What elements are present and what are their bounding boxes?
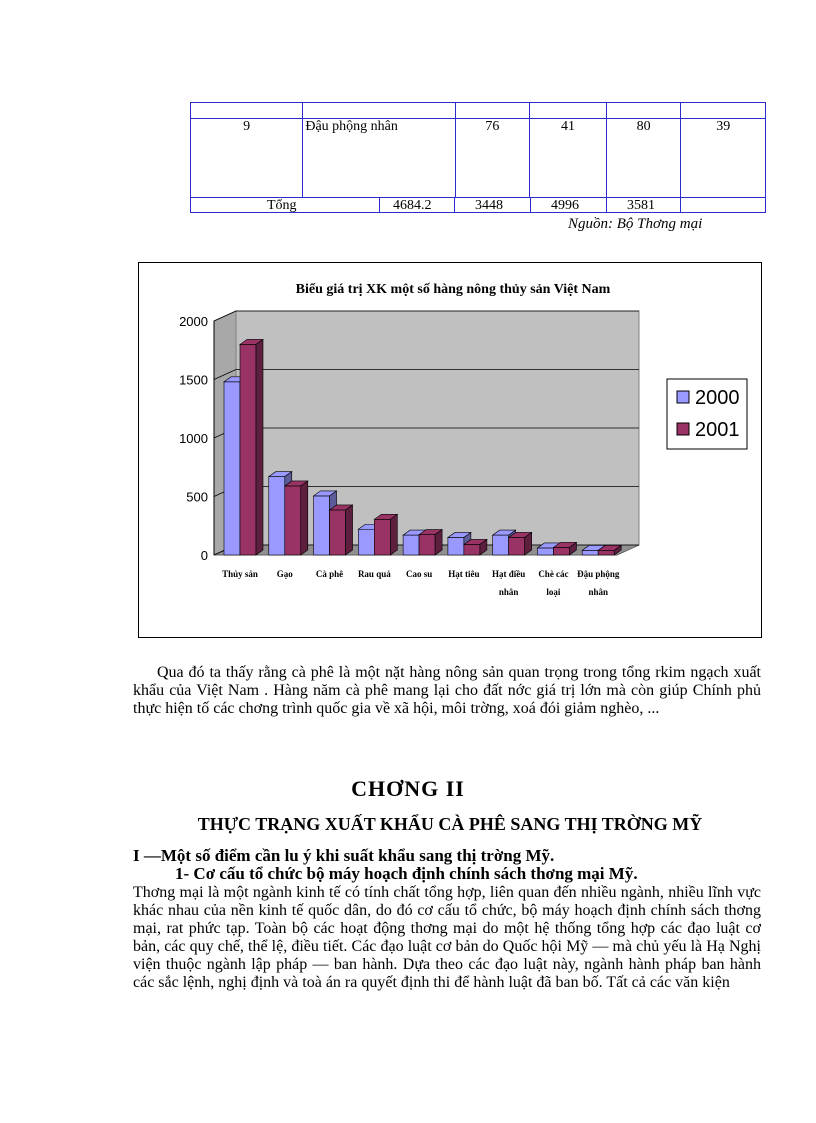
total-value: 4996 bbox=[551, 198, 579, 213]
total-value: 3448 bbox=[475, 198, 503, 213]
subsection-heading: 1- Cơ cấu tổ chức bộ máy hoạch định chính sách thơng mại Mỹ. bbox=[175, 864, 638, 883]
cell-product: Đậu phộng nhân bbox=[303, 119, 455, 198]
y-tick-label: 2000 bbox=[179, 314, 208, 329]
chart-frame bbox=[138, 262, 762, 638]
section-heading: I —Một số điểm cần lu ý khi suất khẩu sang thị trờng Mỹ. bbox=[133, 846, 555, 865]
cell-value: 39 bbox=[681, 119, 766, 198]
chapter-title: THỰC TRẠNG XUẤT KHẨU CÀ PHÊ SANG THỊ TRỜNG MỸ bbox=[197, 814, 703, 834]
legend-swatch bbox=[677, 391, 689, 403]
bar-2001 bbox=[240, 339, 263, 555]
x-tick-label: Rau quả bbox=[357, 569, 391, 579]
cell-value: 76 bbox=[455, 119, 530, 198]
chart-title: Biểu giá trị XK một số hàng nông thủy sản Việt Nam bbox=[295, 282, 611, 297]
chapter-heading: CHƠNG II bbox=[351, 776, 465, 801]
total-row bbox=[190, 197, 766, 213]
legend-label: 2000 bbox=[695, 387, 740, 409]
paragraph-2: Thơng mại là một ngành kinh tế có tính chất tổng hợp, liên quan đến nhiều ngành, nhiều lĩnh vực khác nhau của nền kinh tế quốc dân, do đó cơ cấu tổ chức, bộ máy hoạch định chính sách thơng mại, rat phức tạp. Toàn bộ các hoạt động thơng mại do một hệ thống tổng hợp các đạo luật cơ bản, các quy chế, thể lệ, điều tiết. Các đạo luật cơ bản do Quốc hội Mỹ — mà chủ yếu là Hạ Nghị viện thuộc ngành lập pháp — ban hành. Dựa theo các đạo luật này, ngành hành pháp ban hành các sắc lệnh, nghị định và toà án ra quyết định thi để hành luật đã ban bố. Tất cả các văn kiện bbox=[133, 884, 761, 991]
x-tick-label: Đậu phộng nhân bbox=[577, 569, 620, 597]
bar-2001 bbox=[374, 514, 397, 555]
x-tick-label: Hạt tiêu bbox=[448, 569, 480, 579]
y-tick-label: 1000 bbox=[179, 431, 208, 446]
bar-chart bbox=[139, 263, 761, 637]
y-tick-label: 500 bbox=[186, 489, 208, 505]
total-label: Tổng bbox=[267, 198, 297, 213]
x-tick-label: Chè các loại bbox=[538, 569, 569, 597]
total-value: 4684.2 bbox=[393, 198, 432, 213]
bar-2001 bbox=[464, 539, 487, 555]
x-tick-label: Hạt điều nhân bbox=[492, 569, 526, 597]
x-tick-label: Gạo bbox=[276, 569, 293, 579]
y-tick-label: 1500 bbox=[179, 372, 208, 388]
cell-value: 41 bbox=[530, 119, 607, 198]
table-row bbox=[191, 119, 766, 198]
y-tick-label: 0 bbox=[200, 548, 208, 563]
cell-index: 9 bbox=[191, 119, 303, 198]
legend-label: 2001 bbox=[695, 419, 740, 441]
total-value: 3581 bbox=[627, 198, 655, 213]
x-tick-label: Thủy sản bbox=[222, 569, 258, 579]
cell-value: 80 bbox=[606, 119, 681, 198]
legend-swatch bbox=[677, 423, 689, 435]
bar-2001 bbox=[419, 530, 442, 555]
bar-2001 bbox=[285, 481, 308, 555]
data-table bbox=[190, 102, 766, 198]
x-tick-label: Cà phê bbox=[315, 569, 344, 579]
table-source: Nguồn: Bộ Thơng mại bbox=[568, 216, 703, 232]
paragraph-1: Qua đó ta thấy rằng cà phê là một nặt hàng nông sản quan trọng trong tổng rkim ngạch xuất khẩu của Việt Nam . Hàng năm cà phê mang lại cho đất nớc giá trị lớn mà còn giúp Chính phủ thực hiện tố các chơng trình quốc gia về xã hội, môi trờng, xoá đói giảm nghèo, ... bbox=[133, 664, 761, 717]
bar-2001 bbox=[330, 505, 353, 555]
bar-2001 bbox=[509, 532, 532, 555]
x-tick-label: Cao su bbox=[405, 569, 433, 579]
